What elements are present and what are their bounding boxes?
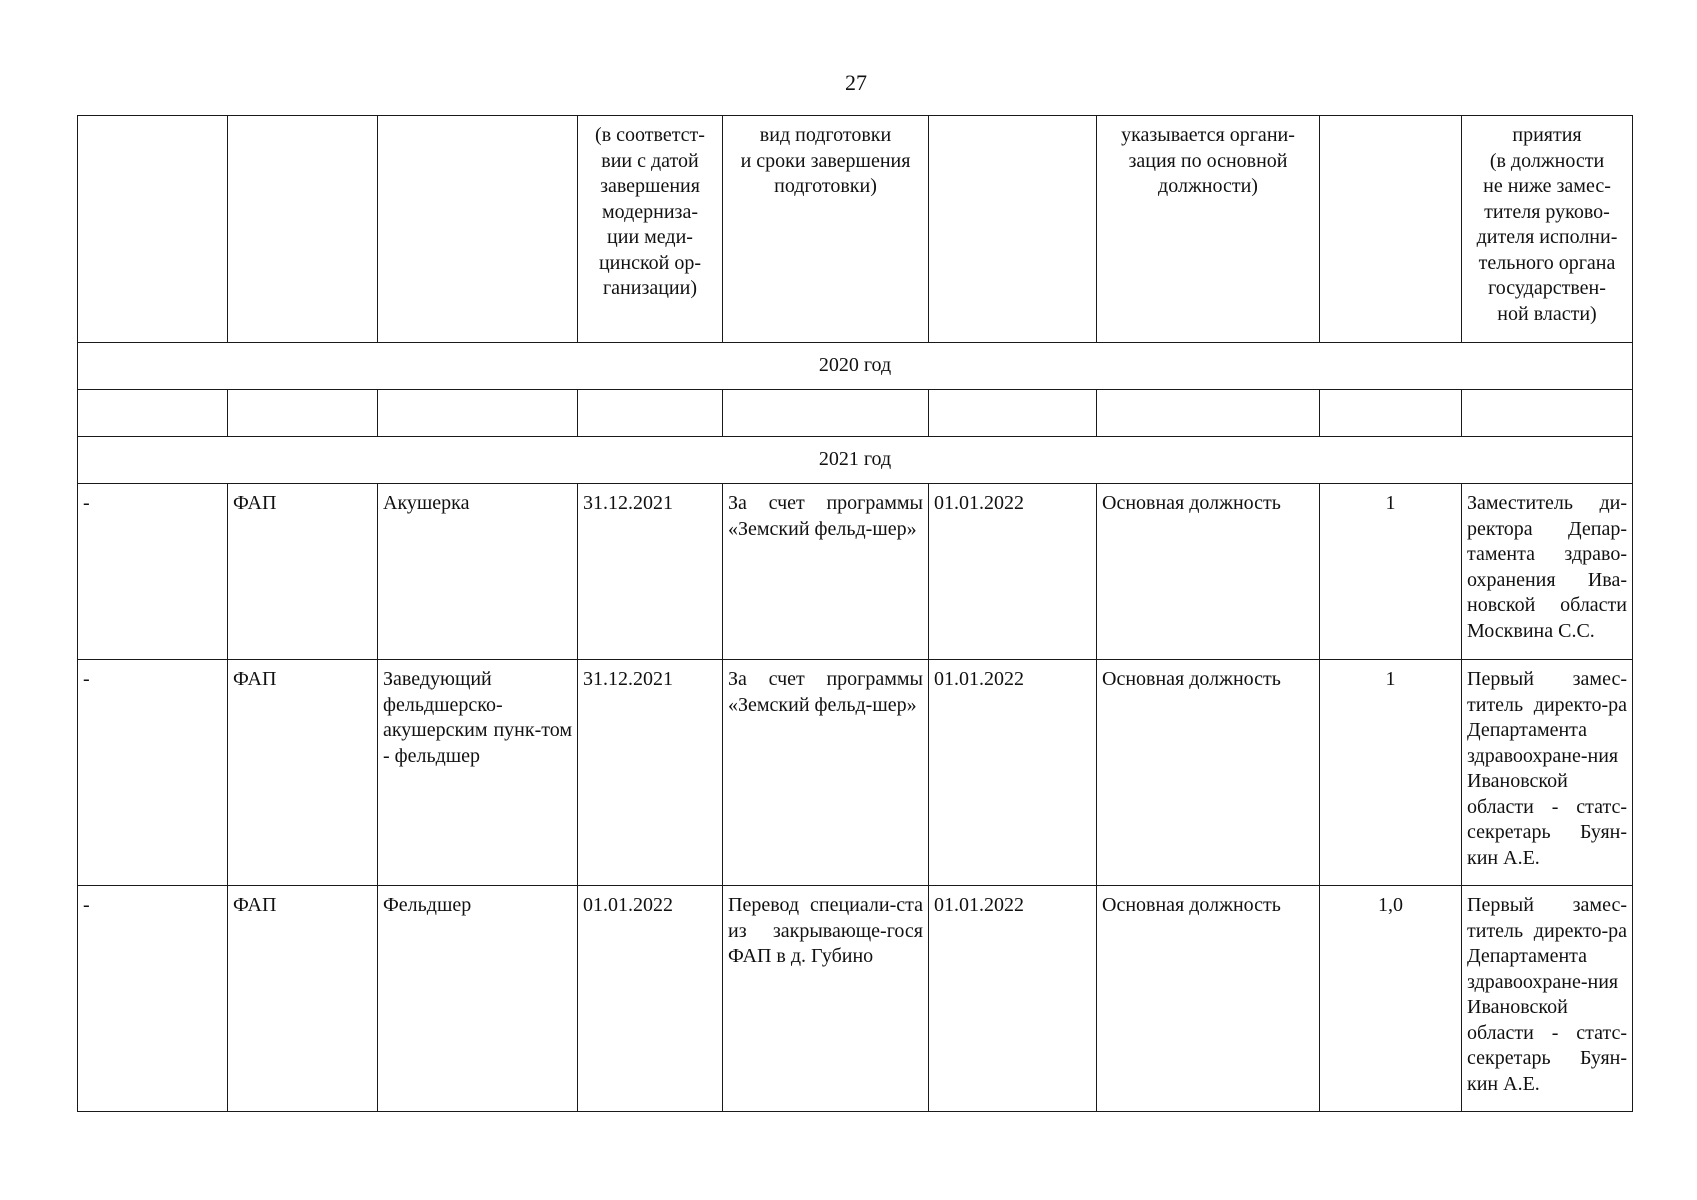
empty-cell [1462, 390, 1633, 437]
cell-responsible: Заместитель ди-ректора Депар-тамента здраво-охранения Ива-новской области Москвина С.С. [1462, 484, 1633, 660]
empty-cell [1320, 390, 1462, 437]
page-number: 27 [845, 70, 867, 95]
cell-date-until: 31.12.2021 [578, 484, 723, 660]
cell-date-until: 01.01.2022 [578, 886, 723, 1112]
header-cell [78, 116, 228, 343]
cell-responsible: Первый замес-титель директо-ра Департамента здравоохране-ния Ивановской области - статс-секретарь Буян-кин А.Е. [1462, 886, 1633, 1112]
cell-dash: - [78, 484, 228, 660]
cell-position: Заведующий фельдшерско-акушерским пунк-том - фельдшер [378, 660, 578, 886]
header-cell [228, 116, 378, 343]
year-label: 2021 год [78, 437, 1633, 484]
cell-date-from: 01.01.2022 [929, 484, 1097, 660]
header-cell [378, 116, 578, 343]
header-continuation-row [78, 116, 1633, 343]
cell-source: За счет программы «Земский фельд-шер» [723, 484, 929, 660]
cell-dash: - [78, 886, 228, 1112]
table-row [78, 484, 1633, 660]
cell-source: За счет программы «Земский фельд-шер» [723, 660, 929, 886]
cell-facility: ФАП [228, 660, 378, 886]
cell-rate: 1,0 [1320, 886, 1462, 1112]
cell-date-from: 01.01.2022 [929, 660, 1097, 886]
table-row [78, 660, 1633, 886]
header-cell-training: вид подготовки и сроки завершения подготовки) [723, 116, 929, 343]
empty-cell [78, 390, 228, 437]
header-cell [1320, 116, 1462, 343]
year-row-2020 [78, 343, 1633, 390]
empty-cell [578, 390, 723, 437]
cell-responsible: Первый замес-титель директо-ра Департамента здравоохране-ния Ивановской области - статс-секретарь Буян-кин А.Е. [1462, 660, 1633, 886]
empty-row [78, 390, 1633, 437]
header-cell-approval: приятия (в должности не ниже замес- тителя руково- дителя исполни- тельного органа государствен- ной власти) [1462, 116, 1633, 343]
staffing-table [77, 115, 1633, 1112]
table-row [78, 886, 1633, 1112]
cell-date-until: 31.12.2021 [578, 660, 723, 886]
cell-position: Фельдшер [378, 886, 578, 1112]
empty-cell [378, 390, 578, 437]
empty-cell [1097, 390, 1320, 437]
cell-rate: 1 [1320, 484, 1462, 660]
empty-cell [228, 390, 378, 437]
cell-position: Акушерка [378, 484, 578, 660]
cell-employment: Основная должность [1097, 886, 1320, 1112]
empty-cell [723, 390, 929, 437]
cell-facility: ФАП [228, 886, 378, 1112]
cell-date-from: 01.01.2022 [929, 886, 1097, 1112]
cell-facility: ФАП [228, 484, 378, 660]
cell-dash: - [78, 660, 228, 886]
cell-employment: Основная должность [1097, 484, 1320, 660]
header-cell-organization: указывается органи- зация по основной должности) [1097, 116, 1320, 343]
year-label: 2020 год [78, 343, 1633, 390]
empty-cell [929, 390, 1097, 437]
cell-employment: Основная должность [1097, 660, 1320, 886]
cell-source: Перевод специали-ста из закрывающе-гося ФАП в д. Губино [723, 886, 929, 1112]
year-row-2021 [78, 437, 1633, 484]
cell-rate: 1 [1320, 660, 1462, 886]
header-cell-completion-date: (в соответст- вии с датой завершения модерниза- ции меди- цинской ор- ганизации) [578, 116, 723, 343]
header-cell [929, 116, 1097, 343]
